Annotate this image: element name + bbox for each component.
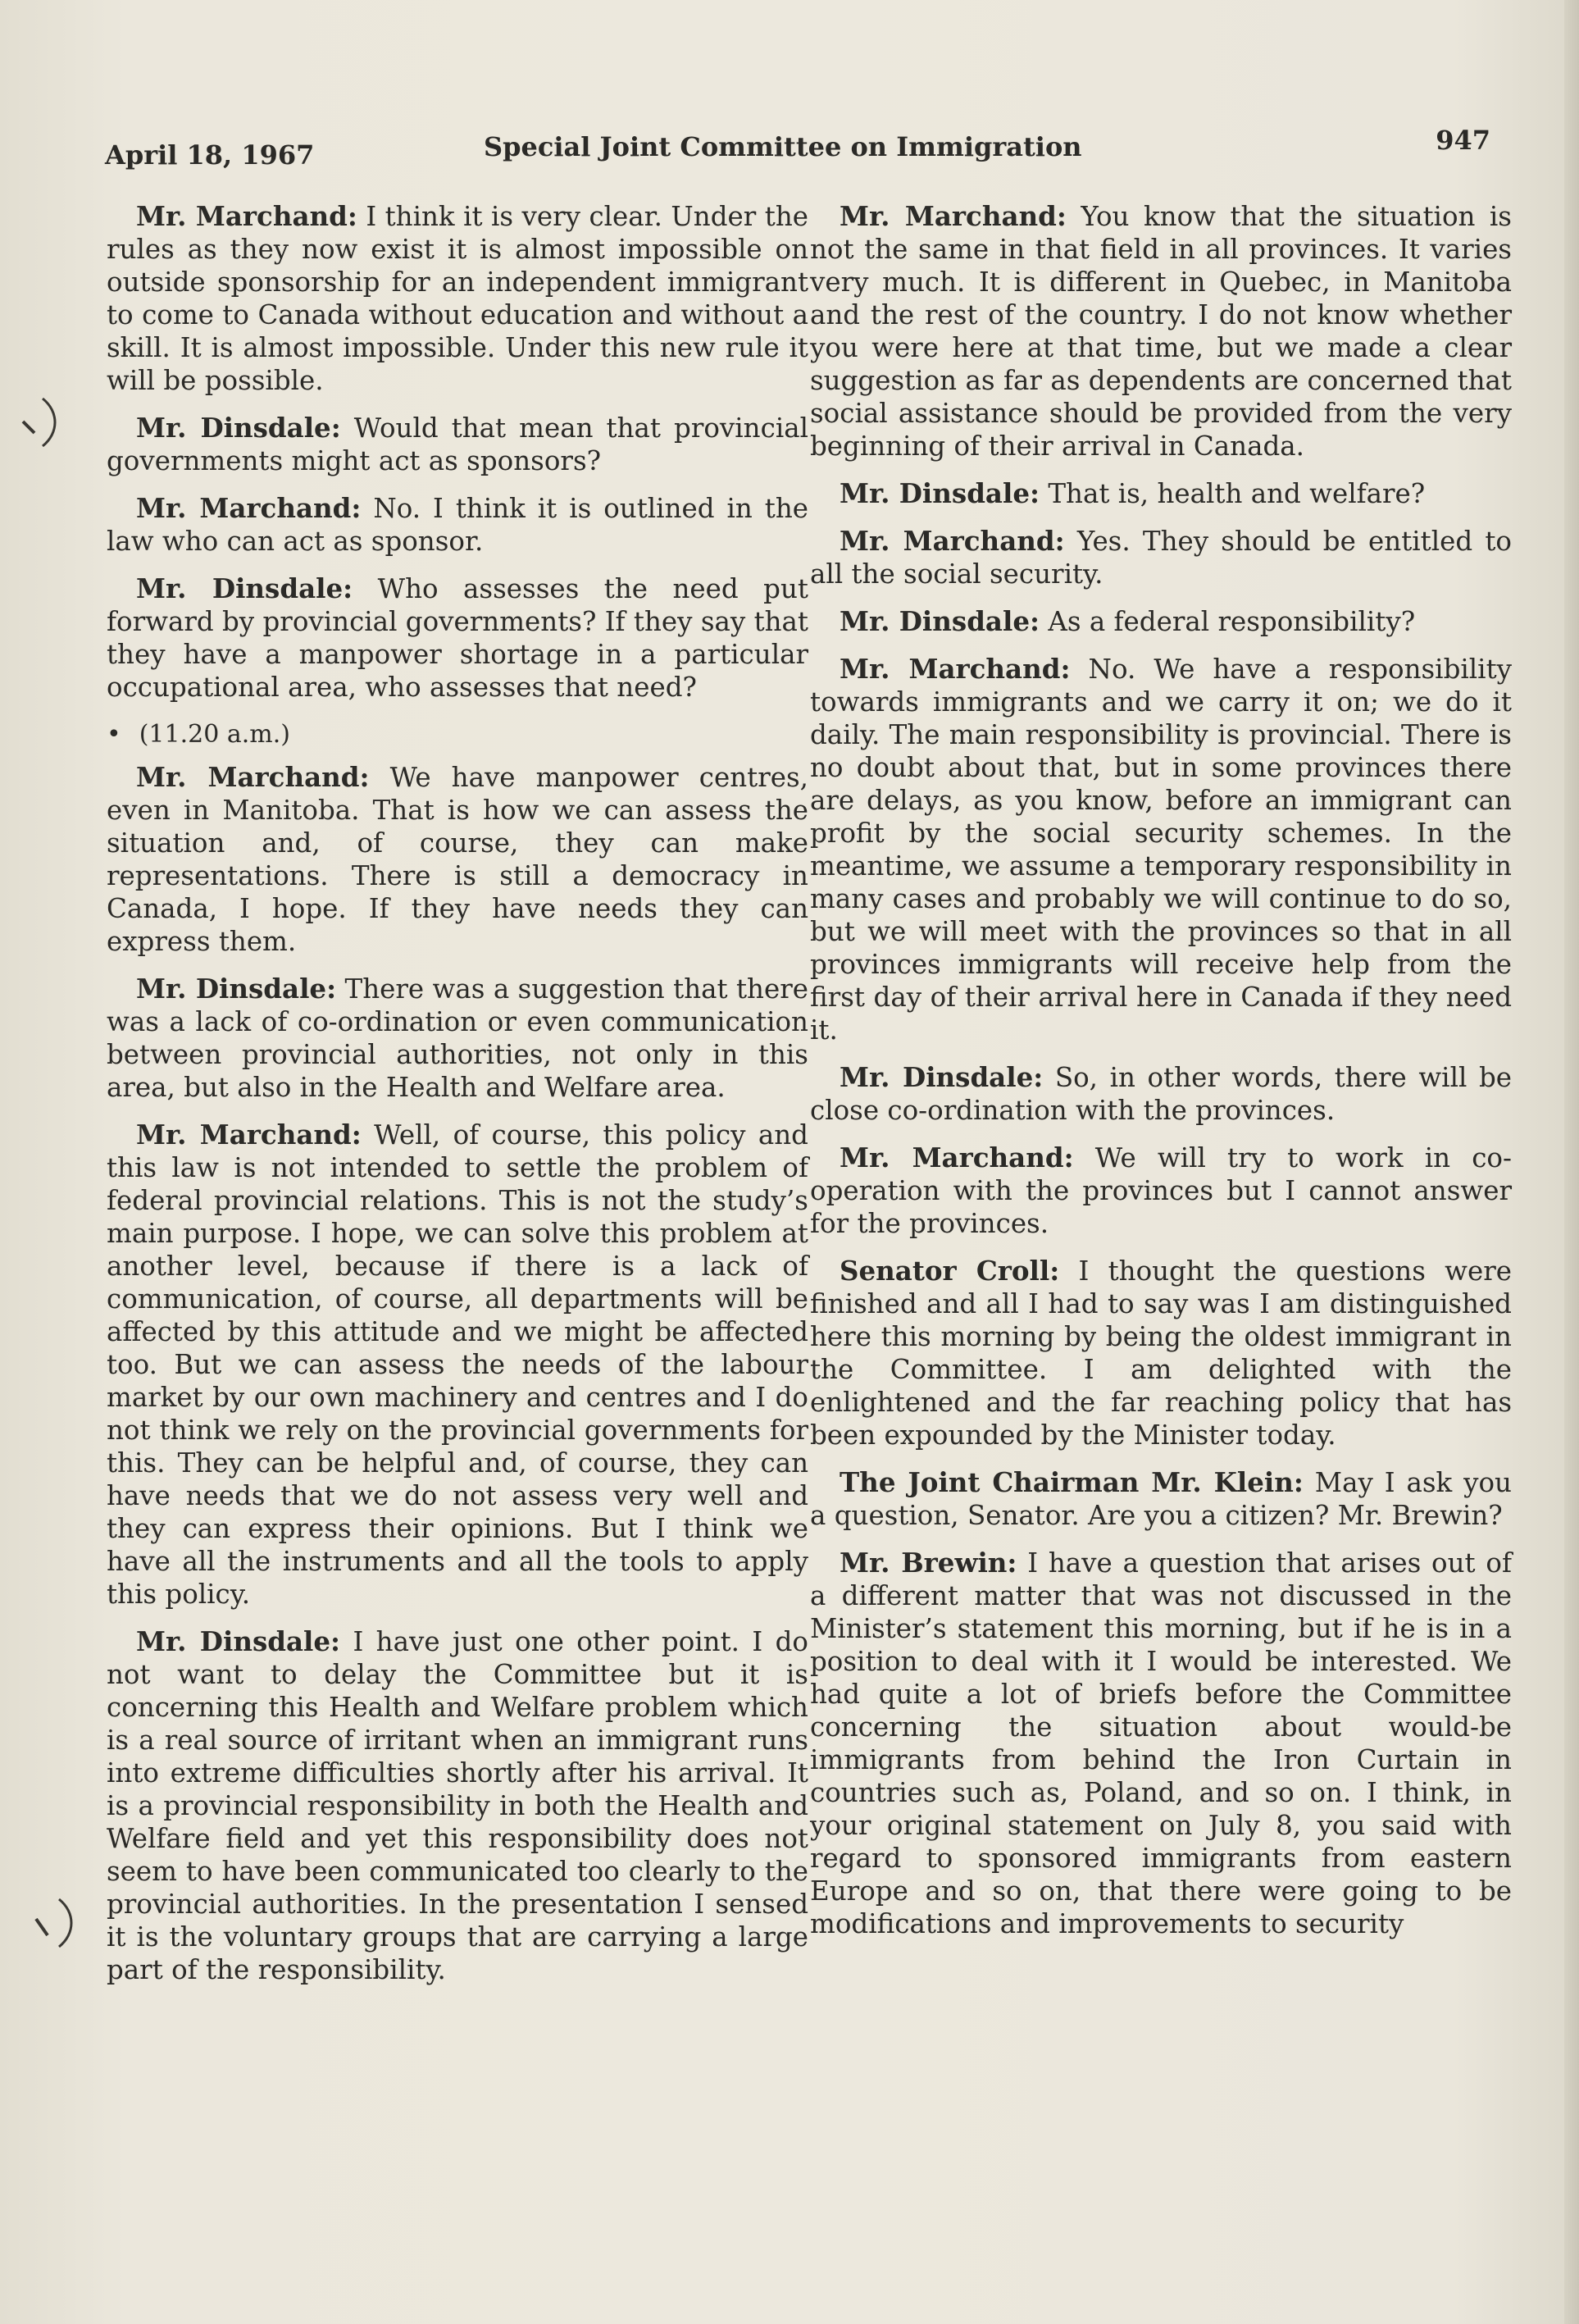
transcript-paragraph [810, 477, 1512, 510]
speech-text: There was a suggestion that there was a lack of co-ordination or even communication between provincial authorities, not only in this area, but also in the Health and Welfare area. [107, 973, 808, 1103]
transcript-paragraph [810, 653, 1512, 1046]
transcript-paragraph [107, 492, 808, 558]
speech-text: Well, of course, this policy and this law is not intended to settle the problem of federal provincial relations. This is not the study’s main purpose. I hope, we can solve this problem at another level, because if there is a lack of communication, of course, all departments will be affected by this attitude and we might be affected too. But we can assess the needs of the labour market by our own machinery and centres and I do not think we rely on the provincial governments for this. They can be helpful and, of course, they can have needs that we do not assess very well and they can express their opinions. But I think we have all the instruments and all the tools to apply this policy. [107, 1119, 808, 1610]
speech-text: No. I think it is outlined in the law who can act as sponsor. [107, 493, 808, 557]
speaker-name: Mr. Marchand: [136, 492, 362, 524]
transcript-paragraph [107, 412, 808, 477]
transcript-paragraph [107, 1119, 808, 1611]
header-date: April 18, 1967 [105, 139, 315, 171]
right-column [810, 200, 1512, 1955]
speech-text: We have manpower centres, even in Manitoba. That is how we can assess the situation and, of course, they can make representations. There is still a democracy in Canada, I hope. If they have needs they can express them. [107, 762, 808, 957]
speech-text: Yes. They should be entitled to all the social security. [810, 526, 1512, 590]
speaker-name: Mr. Dinsdale: [136, 412, 341, 444]
speech-text: Would that mean that provincial governments might act as sponsors? [107, 412, 808, 476]
transcript-paragraph [810, 525, 1512, 590]
speaker-name: Mr. Dinsdale: [136, 1625, 341, 1657]
speech-text: As a federal responsibility? [1040, 606, 1416, 637]
speaker-name: Mr. Brewin: [840, 1547, 1017, 1579]
speaker-name: Mr. Dinsdale: [840, 605, 1040, 637]
speaker-name: Mr. Dinsdale: [136, 572, 353, 604]
speaker-name: Mr. Dinsdale: [136, 973, 337, 1005]
speaker-name: Mr. Marchand: [136, 200, 357, 232]
speech-text: I think it is very clear. Under the rules as they now exist it is almost impossible on outside sponsorship for an independent immigrant to come to Canada without education and without a skill. It is almost impossible. Under this new rule it will be possible. [107, 201, 808, 396]
speech-text: I thought the questions were finished and all I had to say was I am distinguished here this morning by being the oldest immigrant in the Committee. I am delighted with the enlightened and the far reaching policy that has been expounded by the Minister today. [810, 1255, 1512, 1451]
speech-text: Who assesses the need put forward by provincial governments? If they say that they have a manpower shortage in a particular occupational area, who assesses that need? [107, 573, 808, 703]
page-edge [1564, 0, 1579, 2324]
speaker-name: Mr. Marchand: [840, 1141, 1074, 1173]
transcript-paragraph [107, 761, 808, 958]
transcript-paragraph [107, 1625, 808, 1986]
speech-text: You know that the situation is not the same in that field in all provinces. It varies very much. It is different in Quebec, in Manitoba and the rest of the country. I do not know whether you were here at that time, but we made a clear suggestion as far as dependents are concerned that social assistance should be provided from the very beginning of their arrival in Canada. [810, 201, 1512, 462]
running-header [105, 125, 1490, 180]
transcript-paragraph [810, 1061, 1512, 1127]
speaker-name: Mr. Marchand: [840, 653, 1071, 685]
transcript-paragraph [810, 1466, 1512, 1532]
transcript-paragraph [810, 200, 1512, 463]
speech-text: I have just one other point. I do not want to delay the Committee but it is concerning this Health and Welfare problem which is a real source of irritant when an immigrant runs into extreme difficulties shortly after his arrival. It is a provincial responsibility in both the Health and Welfare field and yet this responsibility does not seem to have been communicated too clearly to the provincial authorities. In the presentation I sensed it is the voluntary groups that are carrying a large part of the responsibility. [107, 1626, 808, 1985]
speaker-name: Mr. Dinsdale: [840, 477, 1040, 509]
speech-text: I have a question that arises out of a different matter that was not discussed in the Minister’s statement this morning, but if he is in a position to deal with it I would be interested. We had quite a lot of briefs before the Committee concerning the situation about would-be immigrants from behind the Iron Curtain in countries such as, Poland, and so on. I think, in your original statement on July 8, you said with regard to sponsored immigrants from eastern Europe and so on, that there were going to be modifications and improvements to security [810, 1547, 1513, 1939]
page-number: 947 [1436, 125, 1490, 156]
speaker-name: Senator Croll: [840, 1255, 1060, 1287]
speaker-name: The Joint Chairman Mr. Klein: [840, 1466, 1304, 1498]
speaker-name: Mr. Marchand: [136, 1119, 362, 1151]
speaker-name: Mr. Dinsdale: [840, 1061, 1044, 1093]
binding-hole-mark-icon [11, 394, 61, 451]
speech-text: We will try to work in co-operation with the provinces but I cannot answer for the provinces. [810, 1142, 1512, 1239]
transcript-paragraph [107, 200, 808, 397]
transcript-paragraph [810, 1547, 1512, 1940]
speaker-name: Mr. Marchand: [840, 200, 1067, 232]
transcript-paragraph [810, 1255, 1512, 1451]
header-title: Special Joint Committee on Immigration [484, 131, 1082, 162]
binding-hole-mark-icon [28, 1894, 77, 1952]
time-marker-text: (11.20 a.m.) [139, 720, 290, 749]
transcript-paragraph [810, 605, 1512, 638]
bullet-icon: • [107, 720, 121, 749]
transcript-paragraph [107, 572, 808, 704]
speaker-name: Mr. Marchand: [136, 761, 370, 793]
transcript-paragraph [810, 1141, 1512, 1240]
speech-text: That is, health and welfare? [1040, 478, 1426, 509]
transcript-paragraph [107, 973, 808, 1104]
time-marker [107, 718, 808, 751]
left-column [107, 200, 808, 2001]
speech-text: No. We have a responsibility towards immigrants and we carry it on; we do it daily. The main responsibility is provincial. There is no doubt about that, but in some provinces there are delays, as you know, before an immigrant can profit by the social security schemes. In the meantime, we assume a temporary responsibility in many cases and probably we will continue to do so, but we will meet with the provinces so that in all provinces immigrants will receive help from the first day of their arrival here in Canada if they need it. [810, 654, 1512, 1046]
speech-text: So, in other words, there will be close co-ordination with the provinces. [810, 1062, 1512, 1126]
speech-text: May I ask you a question, Senator. Are you a citizen? Mr. Brewin? [810, 1467, 1512, 1531]
speaker-name: Mr. Marchand: [840, 525, 1065, 557]
